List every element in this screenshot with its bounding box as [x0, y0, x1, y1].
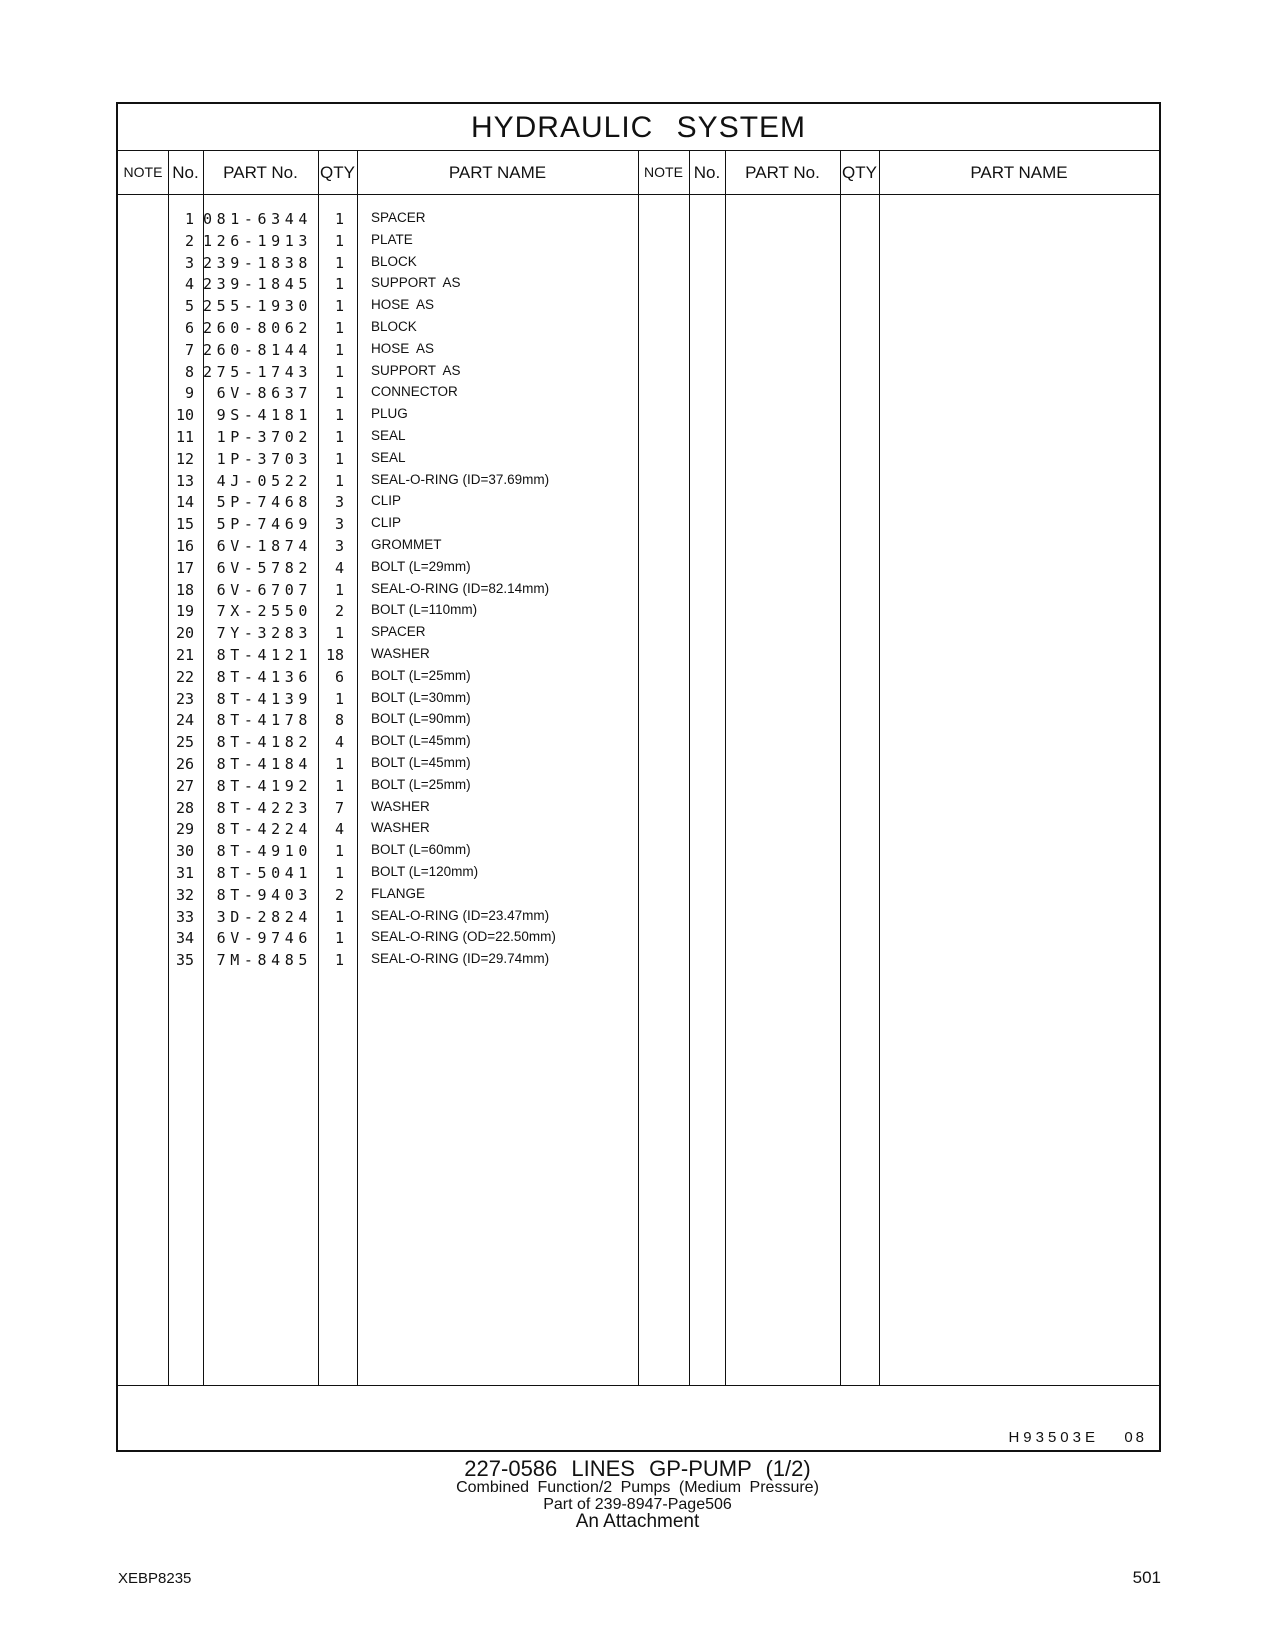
- part-number: 8T-4192: [216, 776, 312, 795]
- quantity: 1: [334, 864, 344, 882]
- part-number: 275-1743: [202, 362, 312, 381]
- quantity: 1: [334, 297, 344, 316]
- table-row: [118, 317, 1159, 339]
- part-number: 8T-4178: [216, 711, 312, 730]
- part-name: SEAL-O-RING (ID=29.74mm): [371, 951, 550, 967]
- header-part-name-right: PART NAME: [970, 163, 1068, 182]
- table-row: [118, 382, 1159, 404]
- part-number: 5P-7469: [216, 515, 312, 534]
- quantity: 6: [334, 667, 344, 686]
- part-name: CLIP: [371, 515, 402, 531]
- part-name: SEAL: [371, 428, 406, 443]
- part-number: 1P-3703: [216, 449, 312, 468]
- part-name: WASHER: [371, 820, 430, 836]
- item-number: 29: [175, 820, 194, 839]
- illustration-code: H93503E: [1008, 1429, 1099, 1446]
- quantity: 3: [334, 515, 344, 534]
- part-name: BOLT (L=25mm): [371, 667, 471, 683]
- quantity: 1: [334, 624, 344, 643]
- parts-table-frame: [116, 102, 1161, 1452]
- header-part-no-right: PART No.: [745, 163, 820, 182]
- quantity: 1: [334, 776, 344, 795]
- header-qty-right: QTY: [842, 163, 877, 182]
- item-number: 25: [175, 733, 194, 752]
- part-name: SEAL-O-RING (OD=22.50mm): [371, 929, 556, 945]
- item-number: 4: [184, 275, 194, 294]
- quantity: 1: [334, 406, 344, 425]
- part-number: 6V-6707: [216, 580, 312, 599]
- quantity: 1: [334, 340, 344, 359]
- part-number: 8T-4182: [216, 733, 312, 752]
- quantity: 18: [325, 646, 344, 664]
- part-number: 8T-4910: [216, 842, 312, 861]
- item-number: 17: [175, 558, 194, 577]
- header-note-left: NOTE: [123, 164, 163, 180]
- table-row: [118, 927, 1159, 949]
- table-row: [118, 840, 1159, 862]
- part-name: SUPPORT AS: [371, 275, 461, 291]
- part-name: PLUG: [371, 406, 408, 422]
- header-part-name-left: PART NAME: [448, 163, 547, 182]
- part-number: 8T-5041: [216, 864, 312, 882]
- quantity: 2: [334, 885, 344, 904]
- header-note-right: NOTE: [644, 164, 683, 180]
- item-number: 13: [175, 471, 194, 490]
- part-name: BOLT (L=45mm): [371, 755, 471, 770]
- part-name: CONNECTOR: [371, 384, 458, 400]
- item-number: 9: [184, 384, 194, 403]
- part-number: 8T-4184: [216, 755, 312, 773]
- part-number: 3D-2824: [216, 907, 312, 926]
- part-name: WASHER: [371, 646, 430, 661]
- quantity: 1: [334, 580, 344, 599]
- table-row: [118, 339, 1159, 361]
- table-row: [118, 862, 1159, 884]
- quantity: 2: [334, 602, 344, 621]
- item-number: 18: [175, 580, 194, 599]
- part-name: SPACER: [371, 210, 426, 225]
- header-part-no-left: PART No.: [223, 163, 298, 182]
- item-number: 16: [175, 537, 194, 555]
- table-row: [118, 470, 1159, 492]
- item-number: 27: [175, 776, 194, 795]
- table-row: [118, 797, 1159, 819]
- table-row: [118, 513, 1159, 535]
- table-row: [118, 666, 1159, 688]
- item-number: 32: [175, 885, 194, 904]
- part-name: BOLT (L=60mm): [371, 842, 471, 858]
- table-row: [118, 600, 1159, 622]
- quantity: 1: [334, 210, 344, 228]
- part-number: 255-1930: [202, 297, 312, 316]
- part-name: SEAL-O-RING (ID=37.69mm): [371, 471, 550, 487]
- item-number: 7: [184, 340, 194, 359]
- part-number: 8T-4121: [216, 646, 312, 664]
- item-number: 12: [175, 449, 194, 468]
- item-number: 15: [175, 515, 194, 534]
- part-number: 260-8144: [202, 340, 312, 359]
- part-number: 081-6344: [202, 210, 312, 228]
- quantity: 4: [334, 733, 344, 752]
- table-row: [118, 644, 1159, 666]
- part-name: BOLT (L=25mm): [371, 776, 471, 792]
- table-row: [118, 709, 1159, 731]
- header-qty-left: QTY: [320, 163, 355, 182]
- part-name: SEAL-O-RING (ID=23.47mm): [371, 907, 550, 923]
- item-number: 6: [184, 319, 194, 337]
- item-number: 21: [175, 646, 194, 664]
- item-number: 22: [175, 667, 194, 686]
- sheet-number: 08: [1124, 1429, 1147, 1446]
- table-row: [118, 622, 1159, 644]
- table-row: [118, 884, 1159, 906]
- part-number: 6V-8637: [216, 384, 312, 403]
- item-number: 24: [175, 711, 194, 730]
- table-title: HYDRAULIC SYSTEM: [118, 104, 1159, 151]
- item-number: 23: [175, 689, 194, 708]
- item-number: 33: [175, 907, 194, 926]
- part-number: 4J-0522: [216, 471, 312, 490]
- part-name: BLOCK: [371, 253, 417, 269]
- quantity: 1: [334, 689, 344, 708]
- item-number: 1: [184, 210, 194, 228]
- part-number: 1P-3702: [216, 428, 312, 446]
- part-name: FLANGE: [371, 885, 426, 901]
- table-row: [118, 579, 1159, 601]
- part-number: 126-1913: [202, 231, 312, 250]
- part-number: 6V-5782: [216, 558, 312, 577]
- caption-reference: Part of 239-8947-Page506: [543, 1496, 732, 1513]
- item-number: 5: [184, 297, 194, 316]
- quantity: 1: [334, 951, 344, 970]
- quantity: 1: [334, 319, 344, 337]
- quantity: 1: [334, 275, 344, 294]
- item-number: 19: [175, 602, 194, 621]
- part-number: 6V-1874: [216, 537, 312, 555]
- part-number: 260-8062: [202, 319, 312, 337]
- part-number: 9S-4181: [216, 406, 312, 425]
- quantity: 3: [334, 493, 344, 512]
- caption-subtitle: Combined Function/2 Pumps (Medium Pressure): [456, 1479, 819, 1496]
- item-number: 3: [184, 253, 194, 272]
- part-number: 7X-2550: [216, 602, 312, 621]
- part-name: SPACER: [371, 624, 426, 640]
- quantity: 1: [334, 253, 344, 272]
- part-number: 8T-4136: [216, 667, 312, 686]
- item-number: 35: [175, 951, 194, 970]
- part-number: 239-1845: [202, 275, 312, 294]
- table-row: [118, 818, 1159, 840]
- table-row: [118, 775, 1159, 797]
- part-name: CLIP: [371, 493, 402, 509]
- part-name: BOLT (L=45mm): [371, 733, 471, 749]
- quantity: 1: [334, 471, 344, 490]
- quantity: 1: [334, 929, 344, 948]
- part-name: SEAL: [371, 449, 406, 465]
- part-name: SEAL-O-RING (ID=82.14mm): [371, 580, 550, 596]
- quantity: 1: [334, 449, 344, 468]
- table-row: [118, 426, 1159, 448]
- header-no-left: No.: [172, 163, 199, 182]
- part-number: 5P-7468: [216, 493, 312, 512]
- part-name: BLOCK: [371, 319, 417, 334]
- part-name: BOLT (L=29mm): [371, 558, 471, 574]
- quantity: 1: [334, 842, 344, 861]
- quantity: 4: [334, 820, 344, 839]
- table-row: [118, 295, 1159, 317]
- quantity: 7: [334, 798, 344, 817]
- quantity: 4: [334, 558, 344, 577]
- caption-title: 227-0586 LINES GP-PUMP (1/2): [464, 1456, 811, 1481]
- part-number: 7Y-3283: [216, 624, 312, 643]
- table-row: [118, 230, 1159, 252]
- caption-attachment: An Attachment: [575, 1511, 700, 1532]
- part-number: 8T-9403: [216, 885, 312, 904]
- quantity: 1: [334, 231, 344, 250]
- quantity: 8: [334, 711, 344, 730]
- part-name: BOLT (L=120mm): [371, 864, 479, 879]
- quantity: 3: [334, 537, 344, 555]
- part-name: HOSE AS: [371, 340, 435, 356]
- item-number: 31: [175, 864, 194, 882]
- item-number: 8: [184, 362, 194, 381]
- part-name: BOLT (L=90mm): [371, 711, 471, 727]
- table-row: [118, 361, 1159, 383]
- page-number: 501: [1132, 1568, 1161, 1587]
- part-number: 8T-4223: [216, 798, 312, 817]
- table-row: [118, 949, 1159, 971]
- quantity: 1: [334, 362, 344, 381]
- body-bottom-divider: [118, 1385, 1159, 1386]
- part-number: 8T-4224: [216, 820, 312, 839]
- quantity: 1: [334, 907, 344, 926]
- part-name: HOSE AS: [371, 297, 435, 313]
- item-number: 28: [175, 798, 194, 817]
- quantity: 1: [334, 755, 344, 773]
- document-id: XEBP8235: [118, 1570, 192, 1587]
- table-row: [118, 491, 1159, 513]
- item-number: 30: [175, 842, 194, 861]
- part-number: 7M-8485: [216, 951, 312, 970]
- quantity: 1: [334, 384, 344, 403]
- part-name: WASHER: [371, 798, 430, 814]
- part-name: GROMMET: [371, 537, 442, 552]
- item-number: 20: [175, 624, 194, 643]
- part-number: 6V-9746: [216, 929, 312, 948]
- item-number: 14: [175, 493, 194, 512]
- item-number: 10: [175, 406, 194, 425]
- item-number: 11: [175, 428, 194, 446]
- table-row: [118, 273, 1159, 295]
- part-name: PLATE: [371, 231, 413, 247]
- table-row: [118, 906, 1159, 928]
- header-no-right: No.: [693, 163, 721, 182]
- item-number: 26: [175, 755, 194, 773]
- part-name: SUPPORT AS: [371, 362, 461, 378]
- table-row: [118, 753, 1159, 775]
- table-row: [118, 448, 1159, 470]
- table-row: [118, 731, 1159, 753]
- table-row: [118, 252, 1159, 274]
- table-row: [118, 208, 1159, 230]
- item-number: 34: [175, 929, 194, 948]
- part-number: 239-1838: [202, 253, 312, 272]
- part-name: BOLT (L=30mm): [371, 689, 471, 705]
- table-row: [118, 688, 1159, 710]
- table-row: [118, 404, 1159, 426]
- part-name: BOLT (L=110mm): [371, 602, 478, 618]
- table-row: [118, 557, 1159, 579]
- table-row: [118, 535, 1159, 557]
- quantity: 1: [334, 428, 344, 446]
- part-number: 8T-4139: [216, 689, 312, 708]
- item-number: 2: [184, 231, 194, 250]
